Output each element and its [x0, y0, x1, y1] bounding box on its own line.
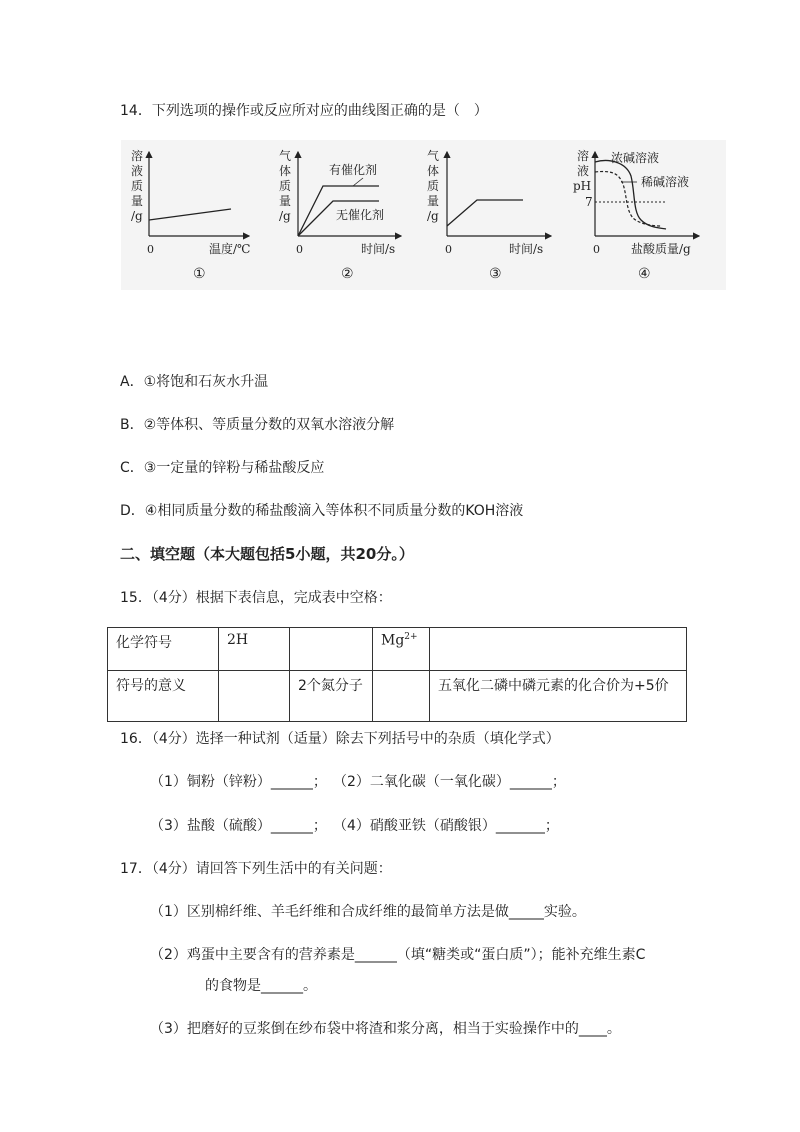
graph-4-ylabel-3: pH	[573, 179, 592, 193]
q16-item-3: （3）盐酸（硫酸）______；	[150, 818, 327, 834]
graph-2-ylabel-2: 体	[279, 164, 292, 178]
q14-stem: 14．下列选项的操作或反应所对应的曲线图正确的是（ ）	[120, 103, 488, 119]
table-header-symbol: 化学符号	[108, 628, 219, 671]
graph-1-curve	[149, 209, 231, 220]
graph-4-seven: 7	[585, 195, 593, 209]
graph-1-ylabel-2: 液	[131, 164, 144, 178]
q14-graphs	[121, 140, 726, 290]
graph-2-ylabel-4: 量	[279, 194, 292, 208]
graph-2-ylabel-5: /g	[279, 209, 291, 223]
q16-item-1: （1）铜粉（锌粉）______；	[150, 774, 327, 790]
graph-1-number: ①	[193, 266, 206, 282]
graph-2-label-pointer	[353, 178, 363, 186]
table-cell	[373, 628, 430, 671]
table-cell-blank[interactable]	[290, 628, 373, 671]
mg-symbol: Mg	[381, 632, 405, 649]
graph-4-label-concentrated: 浓碱溶液	[611, 151, 660, 165]
table-row	[108, 628, 687, 671]
option-c: C．③一定量的锌粉与稀盐酸反应	[120, 460, 325, 476]
q14-figure	[121, 140, 726, 290]
graph-4-curve-concentrated	[595, 161, 666, 229]
graph-1-xlabel: 温度/℃	[209, 242, 251, 256]
option-d: D．④相同质量分数的稀盐酸滴入等体积不同质量分数的KOH溶液	[120, 503, 524, 519]
graph-3-curve	[447, 200, 523, 226]
q17-item-3: （3）把磨好的豆浆倒在纱布袋中将渣和浆分离，相当于实验操作中的____。	[150, 1021, 621, 1037]
table-cell: 五氧化二磷中磷元素的化合价为+5价	[430, 671, 687, 722]
graph-2-ylabel-3: 质	[279, 179, 292, 193]
graph-2-zero: 0	[296, 243, 303, 256]
graph-3-ylabel-1: 气	[427, 149, 440, 163]
table-header-meaning: 符号的意义	[108, 671, 219, 722]
table-cell-blank[interactable]	[219, 671, 290, 722]
graph-4-ylabel-1: 溶	[577, 149, 590, 163]
graph-2-number: ②	[341, 266, 354, 282]
q15-table	[107, 627, 687, 722]
graph-3-xlabel: 时间/s	[509, 242, 544, 256]
q16-stem: 16．（4分）选择一种试剂（适量）除去下列括号中的杂质（填化学式）	[120, 731, 560, 747]
graph-3-ylabel-3: 质	[427, 179, 440, 193]
graph-2-label-no-catalyst: 无催化剂	[336, 208, 385, 222]
graph-3-ylabel-5: /g	[427, 209, 439, 223]
graph-4-number: ④	[638, 266, 651, 282]
graph-1-ylabel-3: 质	[131, 179, 144, 193]
graph-4	[573, 148, 699, 282]
q16-item-2: （2）二氧化碳（一氧化碳）______；	[333, 774, 566, 790]
graph-3-number: ③	[489, 266, 502, 282]
graph-3-ylabel-2: 体	[427, 164, 440, 178]
table-cell: 2H	[219, 628, 290, 671]
graph-2-ylabel-1: 气	[279, 149, 292, 163]
graph-1-ylabel-4: 量	[131, 194, 144, 208]
graph-2-label-catalyst: 有催化剂	[329, 163, 378, 177]
graph-4-zero: 0	[593, 243, 600, 256]
graph-3-ylabel-4: 量	[427, 194, 440, 208]
q15-stem: 15．（4分）根据下表信息，完成表中空格：	[120, 590, 392, 606]
option-b: B．②等体积、等质量分数的双氧水溶液分解	[120, 417, 395, 433]
graph-4-xlabel: 盐酸质量/g	[631, 242, 691, 256]
graph-1-zero: 0	[147, 243, 154, 256]
graph-1-ylabel-1: 溶	[131, 149, 144, 163]
graph-1-ylabel-5: /g	[131, 209, 143, 223]
graph-1	[131, 148, 250, 282]
graph-2-xlabel: 时间/s	[361, 242, 396, 256]
table-row	[108, 671, 687, 722]
graph-3-zero: 0	[445, 243, 452, 256]
option-a: A．①将饱和石灰水升温	[120, 374, 269, 390]
table-cell-blank[interactable]	[373, 671, 430, 722]
q16-item-4: （4）硝酸亚铁（硝酸银）_______；	[333, 818, 559, 834]
q17-item-2: （2）鸡蛋中主要含有的营养素是______（填“糖类或“蛋白质”）；能补充维生素C	[150, 947, 646, 963]
graph-2	[279, 148, 401, 282]
graph-4-ylabel-2: 液	[577, 164, 590, 178]
mg-charge: 2+	[404, 632, 418, 642]
section-heading: 二、填空题（本大题包括5小题，共20分。）	[120, 545, 414, 563]
graph-4-label-dilute: 稀碱溶液	[641, 175, 690, 189]
q17-stem: 17．（4分）请回答下列生活中的有关问题：	[120, 861, 392, 877]
table-cell-blank[interactable]	[430, 628, 687, 671]
q17-item-2-cont: 的食物是______。	[205, 978, 317, 994]
q17-item-1: （1）区别棉纤维、羊毛纤维和合成纤维的最简单方法是做_____实验。	[150, 904, 586, 920]
table-cell: 2个氮分子	[290, 671, 373, 722]
graph-3	[427, 148, 551, 282]
